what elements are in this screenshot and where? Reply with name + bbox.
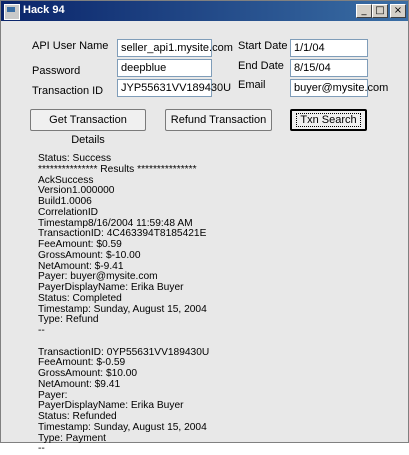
password-field[interactable]: deepblue [117, 59, 212, 77]
end-date-label: End Date [238, 60, 284, 72]
window-title: Hack 94 [23, 4, 65, 16]
get-transaction-details-button[interactable]: Get Transaction Details [30, 109, 146, 131]
result-line: TransactionID: 4C463394T8185421E [38, 228, 207, 240]
result-line: Status: Success [38, 153, 112, 164]
refund-transaction-button[interactable]: Refund Transaction [165, 109, 272, 131]
result-line: GrossAmount: $10.00 [38, 368, 138, 379]
result-line: Payer: buyer@mysite.com [38, 271, 158, 283]
result-line: Build1.0006 [38, 196, 92, 207]
email-field[interactable]: buyer@mysite.com [290, 79, 368, 97]
maximize-button[interactable]: □ [372, 4, 388, 18]
end-date-field[interactable]: 8/15/04 [290, 59, 368, 77]
title-bar[interactable] [1, 1, 408, 21]
result-line: Timestamp8/16/2004 11:59:48 AM [38, 217, 193, 229]
password-label: Password [32, 65, 81, 77]
result-line: Timestamp: Sunday, August 15, 2004 [38, 303, 207, 315]
api-user-name-label: API User Name [32, 40, 109, 52]
result-line: Type: Payment [38, 432, 106, 444]
result-line: Timestamp: Sunday, August 15, 2004 [38, 421, 207, 433]
app-window-icon[interactable] [4, 4, 20, 20]
result-line: Version1.000000 [38, 185, 115, 197]
result-line: NetAmount: $-9.41 [38, 260, 124, 272]
result-line: GrossAmount: $-10.00 [38, 249, 141, 261]
result-line: NetAmount: $9.41 [38, 378, 121, 390]
transaction-id-label: Transaction ID [32, 85, 104, 97]
result-line: Payer: [38, 389, 68, 401]
close-button[interactable]: × [390, 4, 406, 18]
start-date-field[interactable]: 1/1/04 [290, 39, 368, 57]
result-line: PayerDisplayName: Erika Buyer [38, 400, 184, 412]
start-date-label: Start Date [238, 40, 288, 52]
transaction-id-field[interactable]: JYP55631VV189430U [117, 79, 212, 97]
result-line [38, 337, 398, 348]
result-line: FeeAmount: $-0.59 [38, 357, 126, 369]
result-line: PayerDisplayName: Erika Buyer [38, 282, 184, 293]
result-line: TransactionID: 0YP55631VV189430U [38, 346, 210, 358]
minimize-button[interactable]: _ [356, 4, 372, 18]
result-line: -- [38, 325, 45, 336]
result-line: Status: Completed [38, 292, 122, 304]
result-line: CorrelationID [38, 206, 99, 218]
txn-search-button[interactable] [290, 109, 367, 131]
result-line: Type: Refund [38, 314, 99, 326]
results-output [38, 154, 398, 455]
result-line: -- [38, 443, 45, 455]
result-line: Status: Refunded [38, 411, 117, 422]
result-line: *************** Results *************** [38, 163, 197, 175]
txn-search-label: Txn Search [297, 114, 359, 126]
result-line: FeeAmount: $0.59 [38, 239, 122, 250]
email-label: Email [238, 79, 266, 91]
api-user-name-field[interactable]: seller_api1.mysite.com [117, 39, 212, 57]
result-line: AckSuccess [38, 174, 94, 186]
